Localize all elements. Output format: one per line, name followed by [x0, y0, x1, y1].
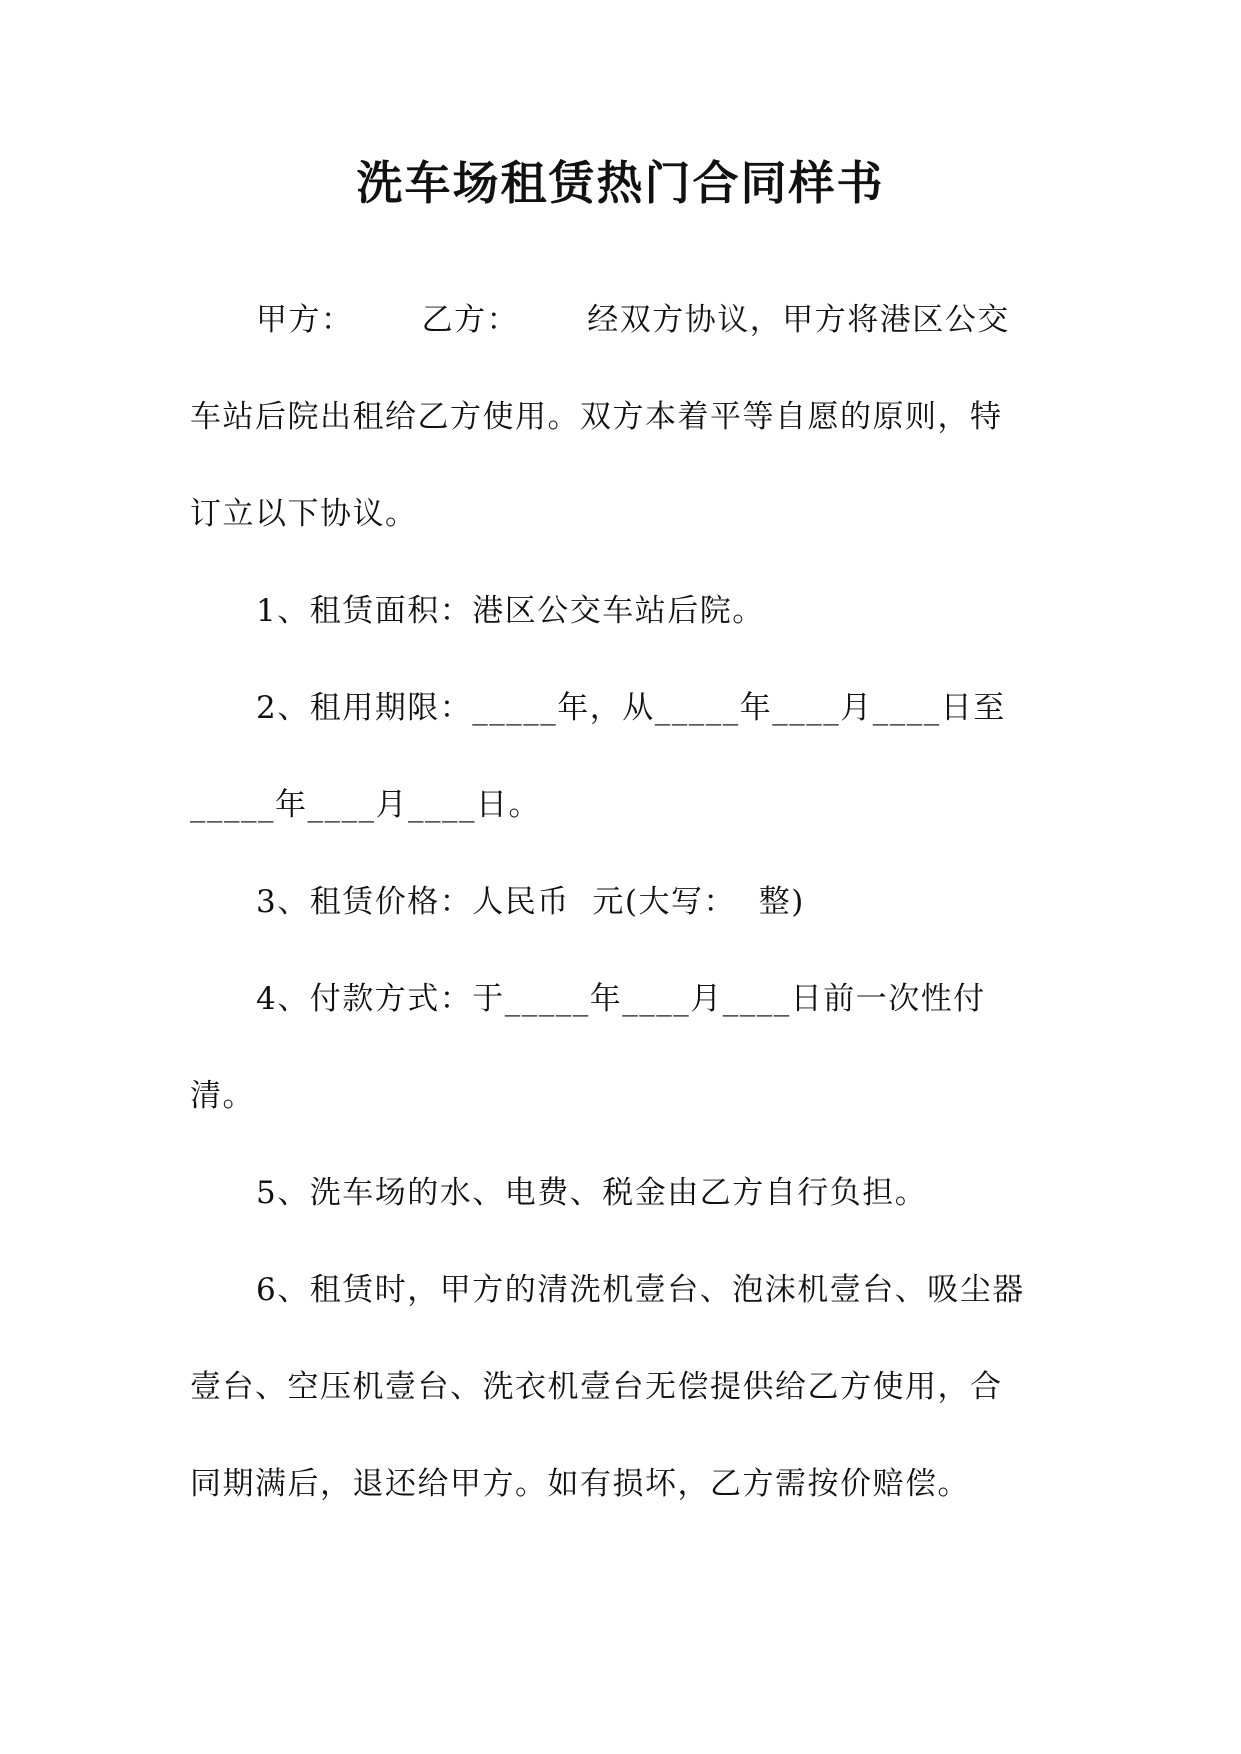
paragraph-parties-line-2: 车站后院出租给乙方使用。双方本着平等自愿的原则，特: [190, 399, 1003, 435]
clause-4-payment-line-2: 清。: [190, 1078, 255, 1114]
clause-2-lease-term-line-1: 2、租用期限：_____年，从_____年____月____日至: [256, 690, 1006, 726]
clause-6-equipment-line-3: 同期满后，退还给甲方。如有损坏，乙方需按价赔偿。: [190, 1466, 970, 1502]
clause-4-payment-line-1: 4、付款方式：于_____年____月____日前一次性付: [256, 981, 986, 1017]
clause-3-lease-price: 3、租赁价格：人民币 元(大写： 整): [256, 884, 805, 920]
paragraph-parties-line-3: 订立以下协议。: [190, 496, 418, 532]
paragraph-parties-line-1: 甲方： 乙方： 经双方协议，甲方将港区公交: [256, 302, 1010, 338]
document-title: 洗车场租赁热门合同样书: [356, 156, 885, 210]
clause-1-lease-area: 1、租赁面积：港区公交车站后院。: [256, 593, 765, 629]
clause-2-lease-term-line-2: _____年____月____日。: [190, 787, 541, 823]
clause-6-equipment-line-1: 6、租赁时，甲方的清洗机壹台、泡沫机壹台、吸尘器: [256, 1272, 1025, 1308]
clause-6-equipment-line-2: 壹台、空压机壹台、洗衣机壹台无偿提供给乙方使用，合: [190, 1369, 1003, 1405]
clause-5-utilities: 5、洗车场的水、电费、税金由乙方自行负担。: [256, 1175, 928, 1211]
